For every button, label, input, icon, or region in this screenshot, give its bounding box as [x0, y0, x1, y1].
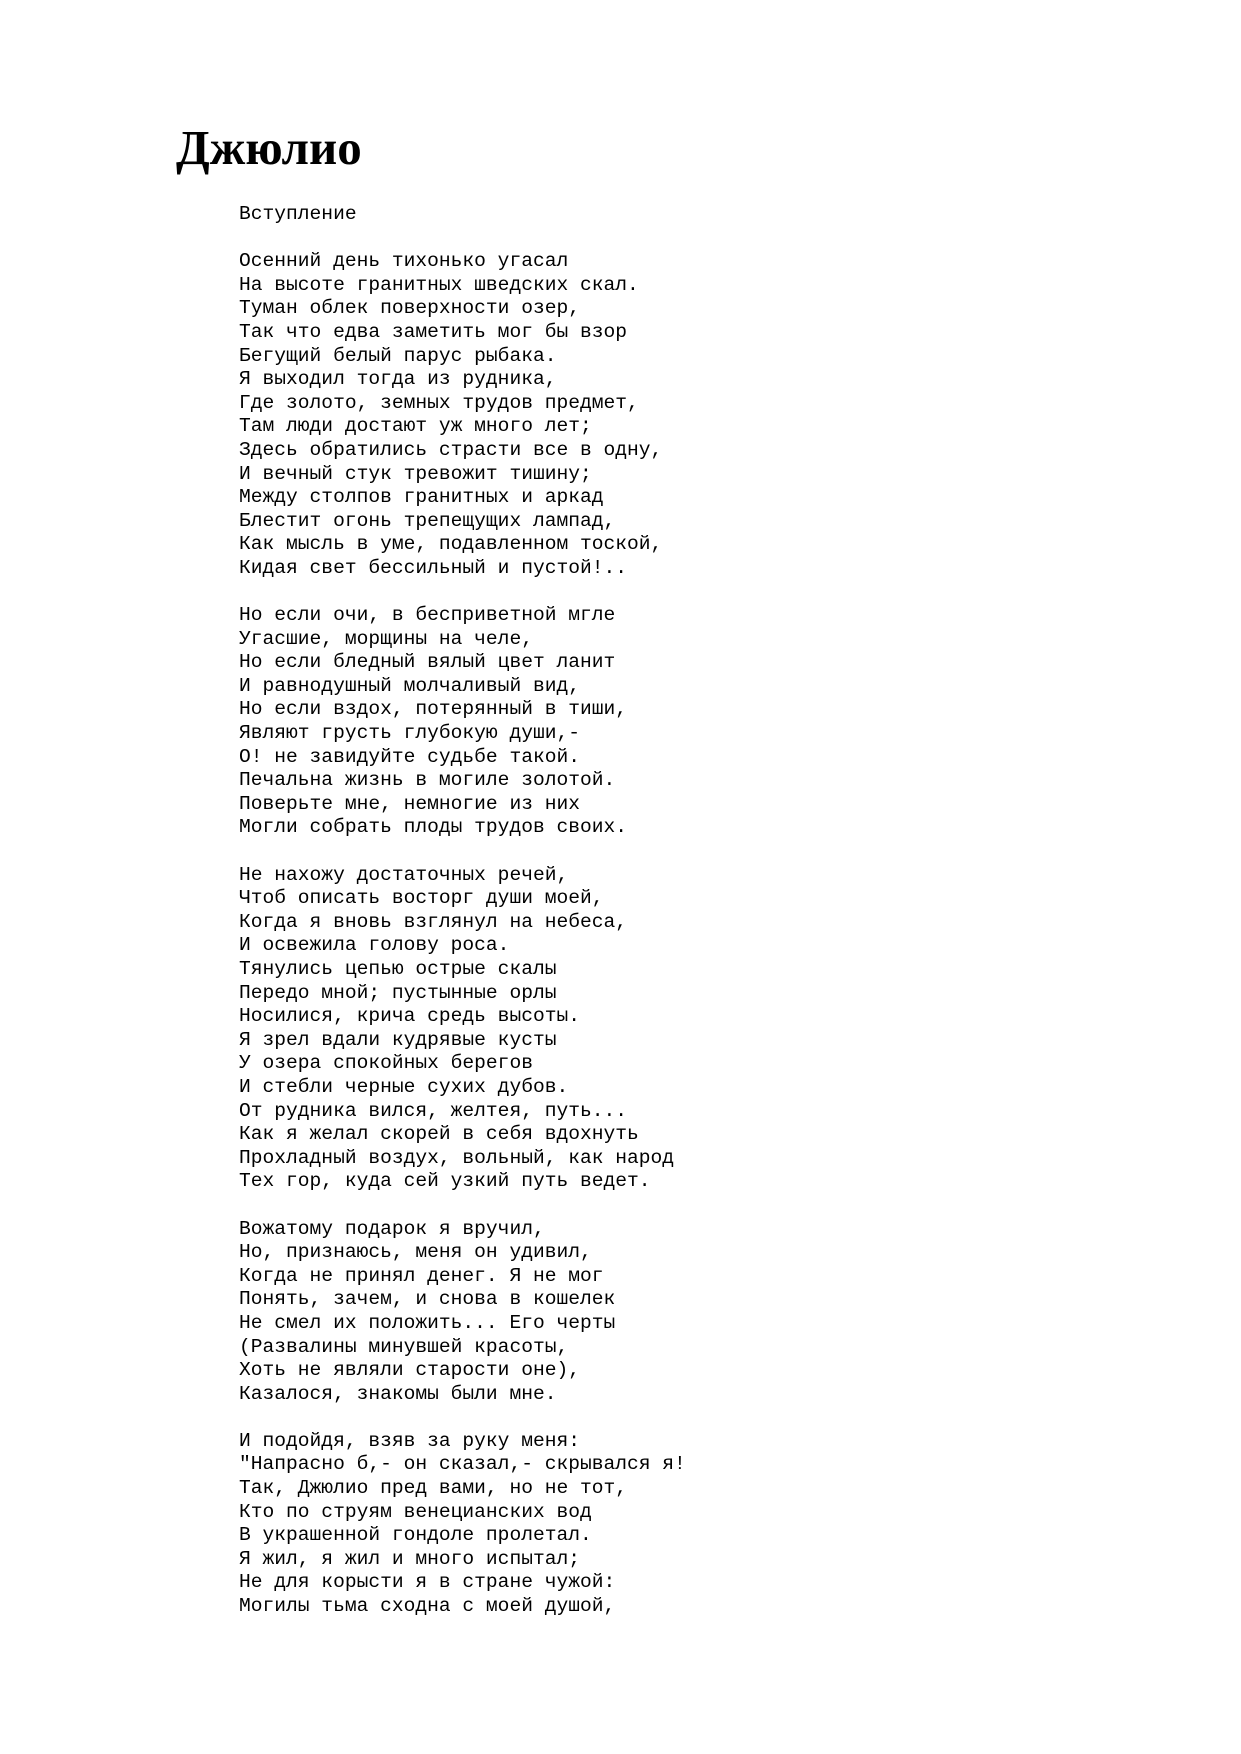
poem-line: Вожатому подарок я вручил, — [239, 1217, 545, 1240]
poem-line: Хоть не являли старости оне), — [239, 1359, 580, 1382]
poem-line: Поверьте мне, немногие из них — [239, 792, 580, 815]
poem-line: И освежила голову роса. — [239, 934, 510, 957]
poem-line: Где золото, земных трудов предмет, — [239, 391, 639, 414]
poem-line: Чтоб описать восторг души моей, — [239, 887, 604, 910]
poem-line: Туман облек поверхности озер, — [239, 297, 580, 320]
poem-body — [239, 203, 686, 1619]
poem-line: Между столпов гранитных и аркад — [239, 486, 604, 509]
poem-line: И вечный стук тревожит тишину; — [239, 462, 592, 485]
poem-stanza — [239, 604, 686, 840]
poem-line: В украшенной гондоле пролетал. — [239, 1524, 592, 1547]
poem-line: Как я желал скорей в себя вдохнуть — [239, 1123, 639, 1146]
poem-line: Носилися, крича средь высоты. — [239, 1005, 580, 1028]
poem-stanza — [239, 1430, 686, 1619]
poem-stanza — [239, 864, 686, 1194]
poem-line: Не смел их положить... Его черты — [239, 1311, 616, 1334]
poem-line: Но, признаюсь, меня он удивил, — [239, 1241, 592, 1264]
poem-line: Когда я вновь взглянул на небеса, — [239, 910, 628, 933]
page-title: Джюлио — [176, 120, 362, 175]
poem-line: Не нахожу достаточных речей, — [239, 863, 569, 886]
poem-line: "Напрасно б,- он сказал,- скрывался я! — [239, 1453, 686, 1476]
poem-line: Понять, зачем, и снова в кошелек — [239, 1288, 616, 1311]
poem-line: Блестит огонь трепещущих лампад, — [239, 509, 616, 532]
poem-line: Кидая свет бессильный и пустой!.. — [239, 556, 628, 579]
poem-line: Печальна жизнь в могиле золотой. — [239, 769, 616, 792]
poem-line: Не для корысти я в стране чужой: — [239, 1571, 616, 1594]
poem-stanza — [239, 250, 686, 580]
poem-line: Казалося, знакомы были мне. — [239, 1382, 557, 1405]
poem-line: Но если очи, в бесприветной мгле — [239, 604, 616, 627]
poem-line: Я зрел вдали кудрявые кусты — [239, 1028, 557, 1051]
poem-line: Могилы тьма сходна с моей душой, — [239, 1595, 616, 1618]
poem-line: Бегущий белый парус рыбака. — [239, 344, 557, 367]
poem-line: Так, Джюлио пред вами, но не тот, — [239, 1477, 628, 1500]
poem-line: Но если бледный вялый цвет ланит — [239, 651, 616, 674]
poem-line: Но если вздох, потерянный в тиши, — [239, 698, 628, 721]
poem-line: Тянулись цепью острые скалы — [239, 958, 557, 980]
poem-line: И стебли черные сухих дубов. — [239, 1075, 569, 1098]
poem-line: Могли собрать плоды трудов своих. — [239, 816, 628, 839]
poem-line: Как мысль в уме, подавленном тоской, — [239, 533, 663, 556]
poem-line: От рудника вился, желтея, путь... — [239, 1099, 628, 1122]
poem-subtitle: Вступление — [239, 203, 357, 225]
poem-line: Я жил, я жил и много испытал; — [239, 1547, 580, 1570]
poem-stanza — [239, 1218, 686, 1407]
poem-line: Передо мной; пустынные орлы — [239, 981, 557, 1004]
poem-line: Угасшие, морщины на челе, — [239, 627, 533, 650]
poem-line: Кто по струям венецианских вод — [239, 1500, 592, 1523]
poem-line: У озера спокойных берегов — [239, 1052, 533, 1075]
poem-line: И равнодушный молчаливый вид, — [239, 674, 580, 697]
poem-line: Являют грусть глубокую души,- — [239, 722, 580, 745]
poem-line: Тех гор, куда сей узкий путь ведет. — [239, 1170, 651, 1193]
poem-line: Так что едва заметить мог бы взор — [239, 320, 628, 343]
poem-line: Осенний день тихонько угасал — [239, 250, 569, 273]
poem-line: Я выходил тогда из рудника, — [239, 368, 557, 391]
poem-line: (Развалины минувшей красоты, — [239, 1335, 569, 1358]
poem-line: О! не завидуйте судьбе такой. — [239, 745, 580, 768]
poem-line: Здесь обратились страсти все в одну, — [239, 438, 663, 461]
poem-line: И подойдя, взяв за руку меня: — [239, 1429, 580, 1452]
poem-line: На высоте гранитных шведских скал. — [239, 273, 639, 296]
poem-stanzas — [239, 250, 686, 1618]
poem-line: Прохладный воздух, вольный, как народ — [239, 1146, 675, 1169]
poem-line: Там люди достают уж много лет; — [239, 415, 592, 438]
poem-line: Когда не принял денег. Я не мог — [239, 1264, 604, 1287]
